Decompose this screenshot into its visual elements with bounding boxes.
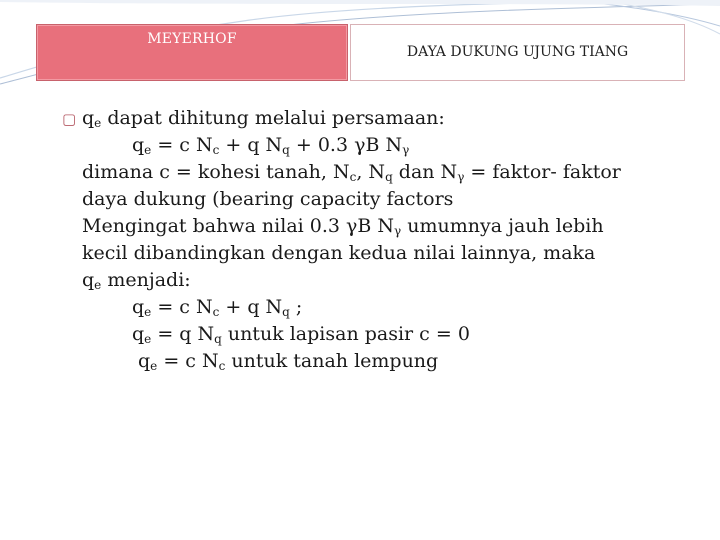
title-box — [36, 24, 348, 81]
subscript: c — [218, 359, 226, 373]
text-run: q — [132, 134, 145, 156]
subtitle-box — [350, 24, 685, 81]
text-run: untuk lapisan pasir c = 0 — [221, 323, 470, 345]
subscript: q — [282, 143, 290, 157]
text-run: dan N — [392, 161, 458, 183]
text-run: = c N — [151, 296, 213, 318]
text-run: dimana c = kohesi tanah, N — [82, 161, 350, 183]
bullet-icon: ▢ — [62, 110, 77, 128]
text-run: q — [132, 323, 145, 345]
text-run: , N — [356, 161, 386, 183]
slide-subtitle: DAYA DUKUNG UJUNG TIANG — [406, 44, 629, 60]
body-line-2 — [62, 132, 702, 159]
text-run: dapat dihitung melalui persamaan: — [101, 107, 445, 129]
text-run: Mengingat bahwa nilai 0.3 γB N — [82, 215, 395, 237]
subscript: q — [385, 170, 393, 184]
slide-body — [62, 105, 702, 375]
text-run: + 0.3 γB N — [289, 134, 403, 156]
text-run: + q N — [219, 134, 283, 156]
text-run: q — [82, 269, 95, 291]
text-run: untuk tanah lempung — [225, 350, 439, 372]
text-run: q — [138, 350, 151, 372]
body-line-1 — [62, 105, 702, 132]
text-run: kecil dibandingkan dengan kedua nilai lainnya, maka — [82, 242, 596, 264]
subscript: e — [144, 305, 152, 319]
subscript: c — [212, 305, 220, 319]
text-run: = c N — [151, 134, 213, 156]
body-line-5 — [62, 213, 702, 240]
subscript: c — [349, 170, 357, 184]
text-run: daya dukung (bearing capacity factors — [82, 188, 454, 210]
text-run: q — [82, 107, 95, 129]
subscript: γ — [457, 170, 465, 184]
body-line-10 — [62, 348, 702, 375]
text-run: + q N — [219, 296, 283, 318]
body-line-7 — [62, 267, 702, 294]
subscript: e — [150, 359, 158, 373]
text-run: menjadi: — [101, 269, 191, 291]
subscript: e — [94, 278, 102, 292]
text-run: = c N — [157, 350, 219, 372]
text-run: ; — [289, 296, 303, 318]
text-run: q — [132, 296, 145, 318]
text-run: umumnya jauh lebih — [401, 215, 604, 237]
text-run: = q N — [151, 323, 215, 345]
text-run: = faktor- faktor — [464, 161, 621, 183]
subscript: q — [282, 305, 290, 319]
body-line-6 — [62, 240, 702, 267]
body-line-9 — [62, 321, 702, 348]
body-line-8 — [62, 294, 702, 321]
slide-title: MEYERHOF — [147, 31, 237, 47]
subscript: e — [94, 116, 102, 130]
subscript: γ — [394, 224, 402, 238]
body-line-3 — [62, 159, 702, 186]
subscript: q — [214, 332, 222, 346]
subscript: γ — [402, 143, 410, 157]
subscript: e — [144, 332, 152, 346]
subscript: c — [212, 143, 220, 157]
subscript: e — [144, 143, 152, 157]
body-line-4 — [62, 186, 702, 213]
